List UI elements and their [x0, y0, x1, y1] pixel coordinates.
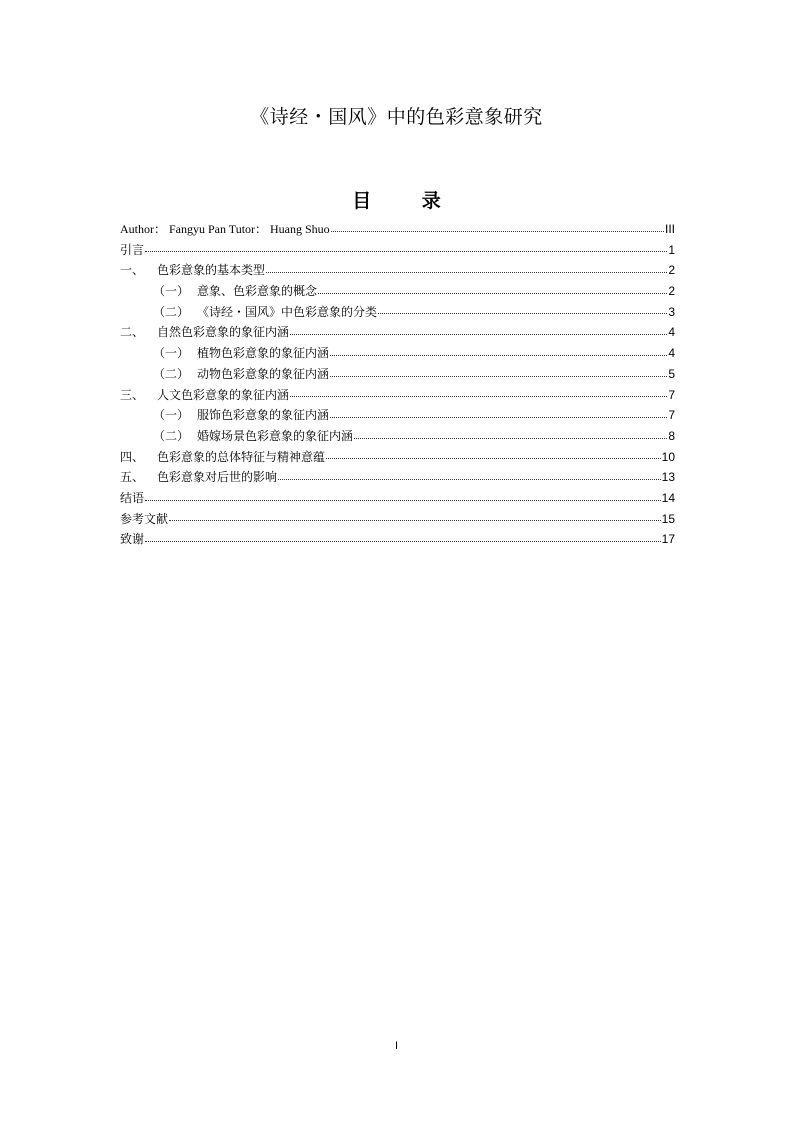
- dot-leader: [318, 292, 667, 294]
- toc-entry-page: 8: [668, 428, 675, 443]
- toc-entry-page: 2: [668, 263, 675, 278]
- toc-entry-number: 一、: [120, 263, 145, 278]
- toc-entry-page: 10: [661, 449, 675, 464]
- toc-entry-label: 婚嫁场景色彩意象的象征内涵: [197, 428, 354, 443]
- toc-entry-section-3-2[interactable]: [120, 426, 675, 447]
- table-of-contents: [120, 219, 675, 550]
- toc-entry-label: 自然色彩意象的象征内涵: [157, 325, 290, 340]
- dot-leader: [169, 519, 661, 521]
- dot-leader: [145, 499, 661, 501]
- toc-entry-number: 五、: [120, 470, 145, 485]
- page-number: I: [394, 1040, 399, 1052]
- toc-entry-number: （二）: [153, 366, 190, 381]
- dot-leader: [378, 312, 667, 314]
- toc-entry-label: 动物色彩意象的象征内涵: [197, 366, 330, 381]
- toc-entry-page: 7: [668, 387, 675, 402]
- toc-entry-number: （二）: [153, 428, 190, 443]
- toc-entry-chapter-4[interactable]: [120, 447, 675, 468]
- toc-entry-label: 致谢: [120, 532, 145, 547]
- toc-entry-label: 结语: [120, 490, 145, 505]
- toc-entry-section-1-1[interactable]: [120, 281, 675, 302]
- dot-leader: [266, 271, 667, 273]
- dot-leader: [354, 437, 667, 439]
- toc-entry-page: III: [664, 222, 675, 236]
- toc-entry-number: 三、: [120, 387, 145, 402]
- toc-entry-label: 服饰色彩意象的象征内涵: [197, 408, 330, 423]
- toc-entry-chapter-1[interactable]: [120, 260, 675, 281]
- toc-entry-number: （一）: [153, 408, 190, 423]
- toc-entry-label: 色彩意象的总体特征与精神意蕴: [157, 449, 326, 464]
- toc-entry-chapter-3[interactable]: [120, 385, 675, 406]
- toc-entry-section-1-2[interactable]: [120, 302, 675, 323]
- toc-entry-number: 二、: [120, 325, 145, 340]
- toc-entry-label: 意象、色彩意象的概念: [197, 284, 318, 299]
- toc-entry-label: 《诗经・国风》中色彩意象的分类: [197, 304, 378, 319]
- toc-entry-references[interactable]: [120, 509, 675, 530]
- toc-heading: 目 录: [352, 190, 463, 212]
- dot-leader: [290, 333, 667, 335]
- toc-entry-chapter-5[interactable]: [120, 467, 675, 488]
- toc-entry-page: 2: [668, 284, 675, 299]
- toc-entry-label: Author： Fangyu Pan Tutor： Huang Shuo: [120, 222, 330, 236]
- toc-entry-section-3-1[interactable]: [120, 405, 675, 426]
- dot-leader: [145, 540, 661, 542]
- toc-entry-number: （二）: [153, 304, 190, 319]
- dot-leader: [278, 478, 661, 480]
- dot-leader: [330, 354, 667, 356]
- toc-entry-label: 引言: [120, 242, 145, 257]
- toc-entry-label: 参考文献: [120, 511, 169, 526]
- toc-entry-acknowledgements[interactable]: [120, 529, 675, 550]
- toc-entry-page: 14: [661, 490, 675, 505]
- dot-leader: [290, 395, 667, 397]
- toc-entry-page: 17: [661, 532, 675, 547]
- toc-entry-page: 3: [668, 304, 675, 319]
- toc-entry-number: 四、: [120, 449, 145, 464]
- toc-entry-page: 1: [668, 242, 675, 257]
- toc-entry-author[interactable]: [120, 219, 675, 240]
- dot-leader: [330, 375, 667, 377]
- toc-entry-conclusion[interactable]: [120, 488, 675, 509]
- dot-leader: [326, 457, 661, 459]
- toc-entry-section-2-1[interactable]: [120, 343, 675, 364]
- toc-entry-number: （一）: [153, 346, 190, 361]
- dot-leader: [330, 416, 667, 418]
- toc-entry-number: （一）: [153, 284, 190, 299]
- toc-entry-page: 5: [668, 366, 675, 381]
- toc-entry-label: 植物色彩意象的象征内涵: [197, 346, 330, 361]
- toc-entry-label: 人文色彩意象的象征内涵: [157, 387, 290, 402]
- toc-entry-label: 色彩意象对后世的影响: [157, 470, 278, 485]
- toc-entry-page: 4: [668, 346, 675, 361]
- toc-entry-chapter-2[interactable]: [120, 322, 675, 343]
- toc-entry-page: 13: [661, 470, 675, 485]
- dot-leader: [331, 230, 664, 232]
- toc-entry-page: 4: [668, 325, 675, 340]
- dot-leader: [145, 250, 667, 252]
- toc-entry-section-2-2[interactable]: [120, 364, 675, 385]
- document-title: 《诗经・国风》中的色彩意象研究: [250, 106, 543, 128]
- toc-entry-introduction[interactable]: [120, 240, 675, 261]
- toc-entry-page: 15: [661, 511, 675, 526]
- toc-entry-page: 7: [668, 408, 675, 423]
- toc-entry-label: 色彩意象的基本类型: [157, 263, 266, 278]
